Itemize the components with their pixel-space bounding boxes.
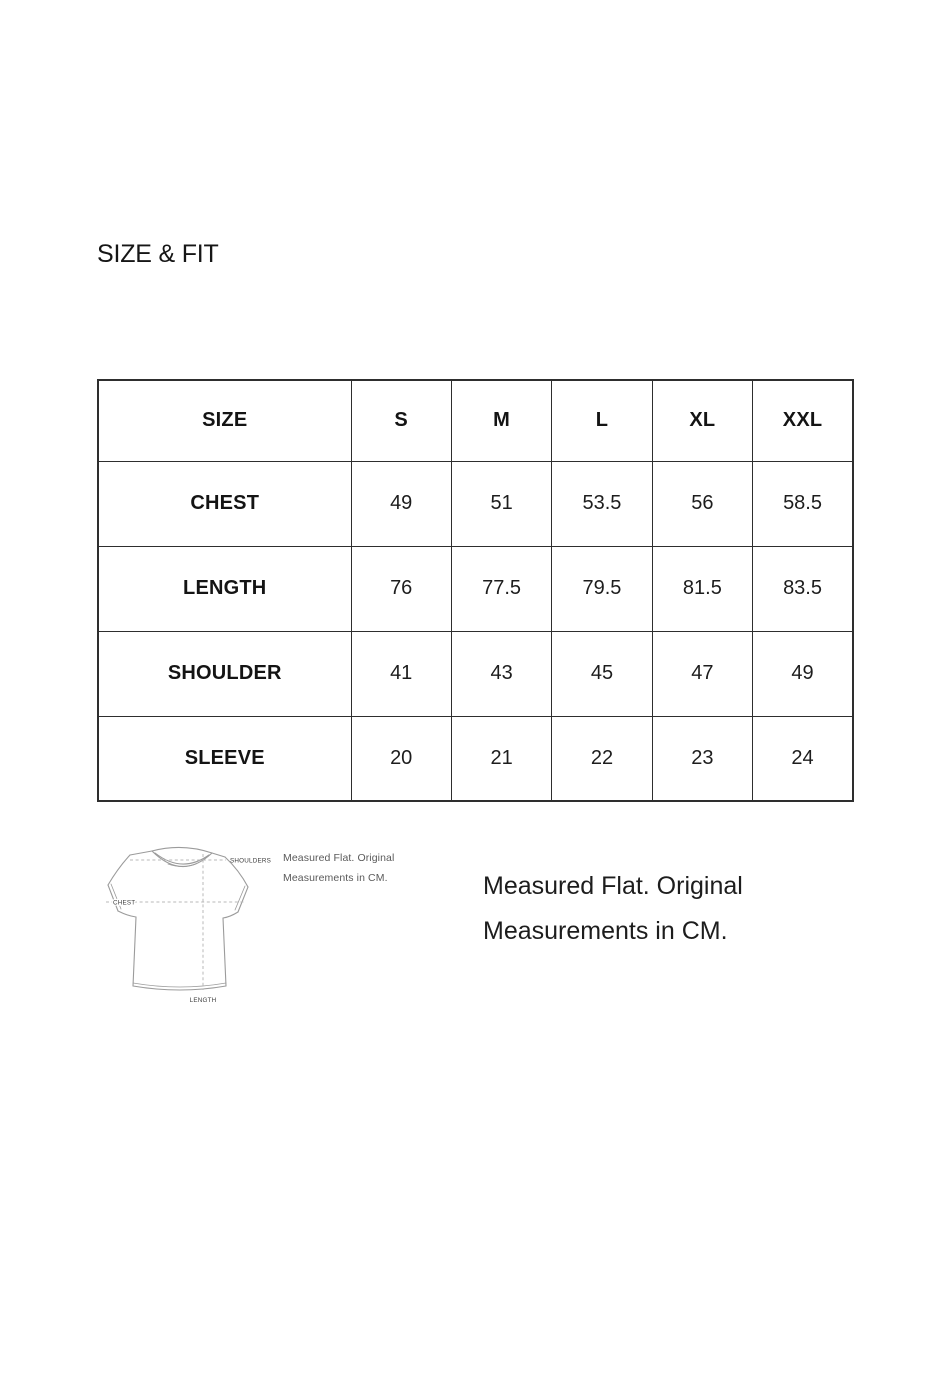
size-column-header: XXL (753, 380, 853, 461)
measurement-note-line2: Measurements in CM. (483, 917, 728, 945)
size-table (97, 379, 854, 802)
measurement-note (483, 864, 743, 954)
measurement-cell: 51 (451, 461, 551, 546)
measurement-row (98, 461, 853, 546)
size-column-header: XL (652, 380, 752, 461)
measurement-cell: 47 (652, 631, 752, 716)
shoulders-measure-label: SHOULDERS (230, 857, 271, 865)
measurement-cell: 53.5 (552, 461, 652, 546)
measurement-cell: 76 (351, 546, 451, 631)
measurement-row (98, 546, 853, 631)
measurement-row (98, 716, 853, 801)
measurement-cell: 49 (753, 631, 853, 716)
diagram-caption-line2: Measurements in CM. (283, 871, 388, 884)
measurement-cell: 20 (351, 716, 451, 801)
size-column-header: L (552, 380, 652, 461)
measurement-row (98, 631, 853, 716)
diagram-caption-line1: Measured Flat. Original (283, 852, 395, 864)
measurement-row-label: SHOULDER (98, 631, 351, 716)
measurement-row-label: CHEST (98, 461, 351, 546)
measurement-cell: 23 (652, 716, 752, 801)
tshirt-outline (108, 847, 248, 990)
chest-measure-label: CHEST (113, 899, 136, 907)
measurement-cell: 81.5 (652, 546, 752, 631)
measurement-row-label: LENGTH (98, 546, 351, 631)
measurement-cell: 83.5 (753, 546, 853, 631)
diagram-caption (283, 849, 394, 888)
measurement-cell: 49 (351, 461, 451, 546)
size-table-head (98, 380, 853, 461)
measurement-cell: 58.5 (753, 461, 853, 546)
size-column-header: S (351, 380, 451, 461)
measurement-cell: 45 (552, 631, 652, 716)
measurement-row-label: SLEEVE (98, 716, 351, 801)
size-column-header: M (451, 380, 551, 461)
measurement-cell: 24 (753, 716, 853, 801)
size-corner-header: SIZE (98, 380, 351, 461)
measurement-cell: 21 (451, 716, 551, 801)
size-table-head-row (98, 380, 853, 461)
length-measure-label: LENGTH (189, 997, 217, 1004)
tshirt-measurement-diagram (96, 840, 272, 1010)
measurement-cell: 56 (652, 461, 752, 546)
measurement-cell: 43 (451, 631, 551, 716)
page-title: SIZE & FIT (97, 240, 219, 268)
measurement-cell: 77.5 (451, 546, 551, 631)
measurement-cell: 79.5 (552, 546, 652, 631)
measurement-note-line1: Measured Flat. Original (483, 872, 743, 900)
measurement-cell: 22 (552, 716, 652, 801)
measurement-cell: 41 (351, 631, 451, 716)
size-table-body (98, 461, 853, 801)
